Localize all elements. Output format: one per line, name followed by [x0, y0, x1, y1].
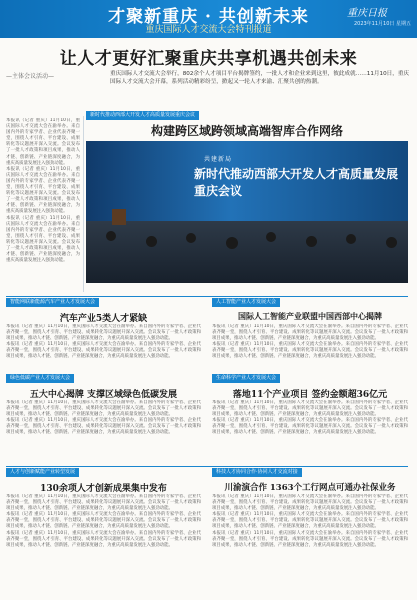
section-title: 落地11个产业项目 签约金额超36亿元: [232, 390, 388, 400]
article-column: 本报讯（记者 重庆）11月10日，重庆国际人才交流大会在渝举办。来自国内外的专家学者、企业代表齐聚一堂，围绕人才引育、平台建设、成果转化等议题展开深入交流。会议发布了一批人才政策和项目成果，推动人才链、创新链、产业链深度融合，为重庆高质量发展注入强劲动能。 本报讯（记者 重庆）11月10日，重庆国际人才交流大会在渝举办。来自国内外的专家学者、企业代表齐聚一堂，围绕人才引育、平台建设、成果转化等议题展开深入交流。会议发布了一批人才政策和项目成果，推动人才链、创新链、产业链深度融合，为重庆高质量发展注入强劲动能。: [212, 324, 408, 360]
newspaper-logo: 重庆日报: [347, 8, 387, 19]
section-title: 五大中心揭牌 支撑区域绿色低碳发展: [29, 390, 178, 400]
section-title: 汽车产业5类人才紧缺: [59, 314, 148, 324]
intro-tag: —主体会议活动—: [6, 73, 55, 80]
article-column: 本报讯（记者 重庆）11月10日，重庆国际人才交流大会在渝举办。来自国内外的专家学者、企业代表齐聚一堂，围绕人才引育、平台建设、成果转化等议题展开深入交流。会议发布了一批人才政策和项目成果，推动人才链、创新链、产业链深度融合，为重庆高质量发展注入强劲动能。 本报讯（记者 重庆）11月10日，重庆国际人才交流大会在渝举办。来自国内外的专家学者、企业代表齐聚一堂，围绕人才引育、平台建设、成果转化等议题展开深入交流。会议发布了一批人才政策和项目成果，推动人才链、创新链、产业链深度融合，为重庆高质量发展注入强劲动能。 本报讯（记者 重庆）11月10日，重庆国际人才交流大会在渝举办。来自国内外的专家学者、企业代表齐聚一堂，围绕人才引育、平台建设、成果转化等议题展开深入交流。会议发布了一批人才政策和项目成果，推动人才链、创新链、产业链深度融合，为重庆高质量发展注入强劲动能。: [6, 118, 80, 264]
section-tag: 科技人才协同合作·协同人才交流对接: [212, 468, 302, 477]
section-title: 构建跨区域跨领域高端智库合作网络: [150, 124, 343, 138]
section-tag: 生命科学产业人才发展大会: [212, 374, 280, 383]
banner-title: 才聚新重庆 · 共创新未来: [108, 7, 309, 27]
screen-caption: 共建新局: [204, 156, 233, 163]
section-tag: 绿色低碳产业人才发展大会: [6, 374, 74, 383]
article-column: 本报讯（记者 重庆）11月10日，重庆国际人才交流大会在渝举办。来自国内外的专家学者、企业代表齐聚一堂，围绕人才引育、平台建设、成果转化等议题展开深入交流。会议发布了一批人才政策和项目成果，推动人才链、创新链、产业链深度融合，为重庆高质量发展注入强劲动能。 本报讯（记者 重庆）11月10日，重庆国际人才交流大会在渝举办。来自国内外的专家学者、企业代表齐聚一堂，围绕人才引育、平台建设、成果转化等议题展开深入交流。会议发布了一批人才政策和项目成果，推动人才链、创新链、产业链深度融合，为重庆高质量发展注入强劲动能。 本报讯（记者 重庆）11月10日，重庆国际人才交流大会在渝举办。来自国内外的专家学者、企业代表齐聚一堂，围绕人才引育、平台建设、成果转化等议题展开深入交流。会议发布了一批人才政策和项目成果，推动人才链、创新链、产业链深度融合，为重庆高质量发展注入强劲动能。: [6, 494, 201, 548]
audience-head: [226, 237, 238, 249]
section-tag: 人工智能产业人才发展大会: [212, 298, 280, 307]
section-tag: 人才与创新赋能产业转型发展: [6, 468, 79, 477]
section-tag: 智能网联新能源汽车产业人才发展大会: [6, 298, 99, 307]
article-column: 本报讯（记者 重庆）11月10日，重庆国际人才交流大会在渝举办。来自国内外的专家学者、企业代表齐聚一堂，围绕人才引育、平台建设、成果转化等议题展开深入交流。会议发布了一批人才政策和项目成果，推动人才链、创新链、产业链深度融合，为重庆高质量发展注入强劲动能。 本报讯（记者 重庆）11月10日，重庆国际人才交流大会在渝举办。来自国内外的专家学者、企业代表齐聚一堂，围绕人才引育、平台建设、成果转化等议题展开深入交流。会议发布了一批人才政策和项目成果，推动人才链、创新链、产业链深度融合，为重庆高质量发展注入强劲动能。 本报讯（记者 重庆）11月10日，重庆国际人才交流大会在渝举办。来自国内外的专家学者、企业代表齐聚一堂，围绕人才引育、平台建设、成果转化等议题展开深入交流。会议发布了一批人才政策和项目成果，推动人才链、创新链、产业链深度融合，为重庆高质量发展注入强劲动能。: [212, 494, 408, 548]
page-headline: 让人才更好汇聚重庆共享机遇共创未来: [59, 49, 358, 69]
audience-head: [106, 231, 116, 241]
article-column: 本报讯（记者 重庆）11月10日，重庆国际人才交流大会在渝举办。来自国内外的专家学者、企业代表齐聚一堂，围绕人才引育、平台建设、成果转化等议题展开深入交流。会议发布了一批人才政策和项目成果，推动人才链、创新链、产业链深度融合，为重庆高质量发展注入强劲动能。 本报讯（记者 重庆）11月10日，重庆国际人才交流大会在渝举办。来自国内外的专家学者、企业代表齐聚一堂，围绕人才引育、平台建设、成果转化等议题展开深入交流。会议发布了一批人才政策和项目成果，推动人才链、创新链、产业链深度融合，为重庆高质量发展注入强劲动能。: [6, 324, 201, 360]
section-title: 川渝演合作 1363个工行网点可通办社保业务: [224, 483, 396, 493]
article-column: 本报讯（记者 重庆）11月10日，重庆国际人才交流大会在渝举办。来自国内外的专家学者、企业代表齐聚一堂，围绕人才引育、平台建设、成果转化等议题展开深入交流。会议发布了一批人才政策和项目成果，推动人才链、创新链、产业链深度融合，为重庆高质量发展注入强劲动能。 本报讯（记者 重庆）11月10日，重庆国际人才交流大会在渝举办。来自国内外的专家学者、企业代表齐聚一堂，围绕人才引育、平台建设、成果转化等议题展开深入交流。会议发布了一批人才政策和项目成果，推动人才链、创新链、产业链深度融合，为重庆高质量发展注入强劲动能。: [212, 400, 408, 436]
audience-head: [306, 236, 317, 247]
audience-head: [346, 234, 356, 244]
conference-photo: [86, 141, 408, 283]
intro-text: 重庆国际人才交流大会举行，802余个人才项目平台揭牌签约，一批人才和企业来到这里，彼此成就……11月10日，重庆国际人才交流大会开幕，系列活动精彩纷呈，掀起又一轮人才来渝、汇聚共创的热潮。: [110, 71, 410, 85]
section-rule: [6, 296, 408, 297]
audience-head: [186, 233, 196, 243]
issue-date: 2023年11月10日 星期五: [353, 21, 411, 27]
banner: [0, 0, 417, 38]
column-divider: [83, 116, 84, 292]
section-title: 130余项人才创新成果集中发布: [40, 484, 167, 494]
audience-head: [266, 232, 276, 242]
audience-area: [86, 221, 408, 283]
section-rule: [6, 466, 408, 467]
audience-head: [146, 236, 157, 247]
audience-head: [386, 237, 397, 248]
section-title: 国际人工智能产业联盟中国西部中心揭牌: [238, 311, 382, 321]
article-column: 本报讯（记者 重庆）11月10日，重庆国际人才交流大会在渝举办。来自国内外的专家学者、企业代表齐聚一堂，围绕人才引育、平台建设、成果转化等议题展开深入交流。会议发布了一批人才政策和项目成果，推动人才链、创新链、产业链深度融合，为重庆高质量发展注入强劲动能。 本报讯（记者 重庆）11月10日，重庆国际人才交流大会在渝举办。来自国内外的专家学者、企业代表齐聚一堂，围绕人才引育、平台建设、成果转化等议题展开深入交流。会议发布了一批人才政策和项目成果，推动人才链、创新链、产业链深度融合，为重庆高质量发展注入强劲动能。: [6, 400, 201, 436]
podium: [112, 209, 126, 225]
section-tag: 新时代推动西部大开发人才高质量发展重庆会议: [86, 111, 199, 120]
banner-subtitle: 重庆国际人才交流大会特刊报道: [145, 25, 272, 35]
screen-title: 新时代推动西部大开发人才高质量发展重庆会议: [194, 167, 399, 198]
